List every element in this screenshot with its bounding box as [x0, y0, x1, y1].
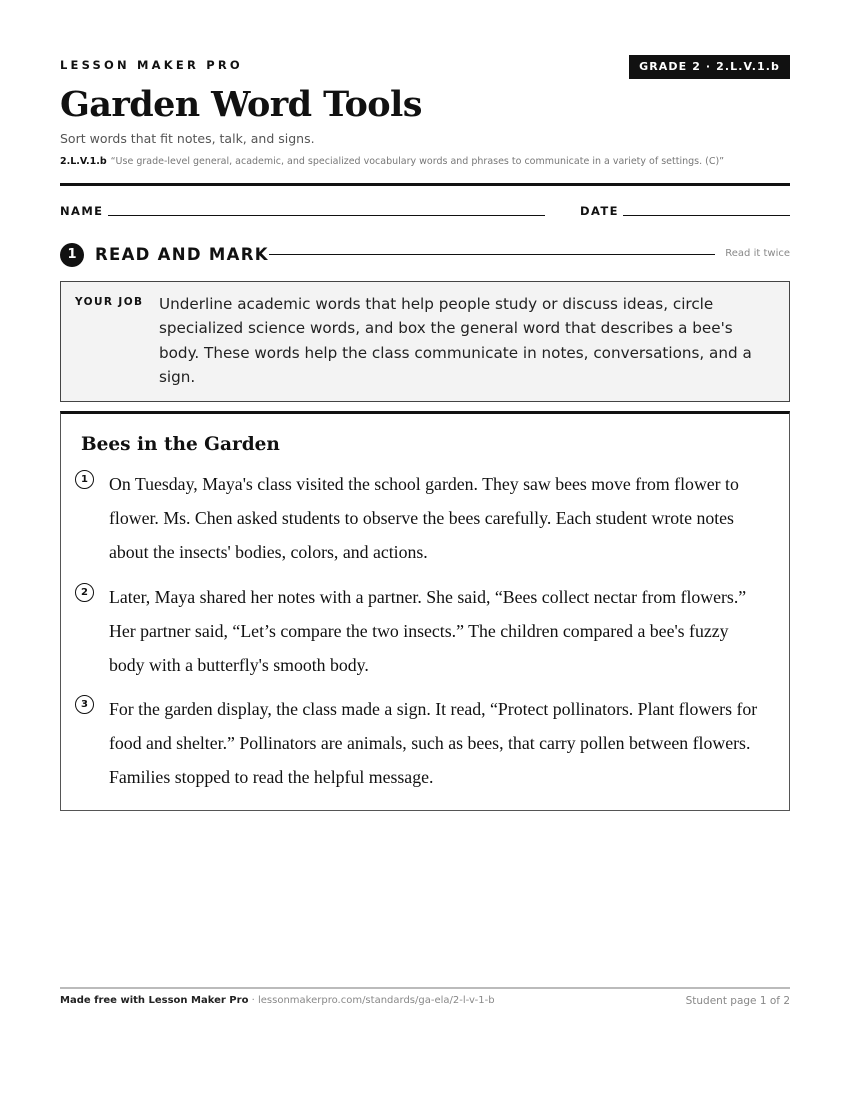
- standard-text: “Use grade-level general, academic, and specialized vocabulary words and phrases to communicate in a variety of settings. (C)”: [110, 156, 725, 167]
- name-label: NAME: [60, 204, 104, 218]
- brand-name: LESSON MAKER PRO: [60, 58, 243, 72]
- grade-badge: GRADE 2 · 2.L.V.1.b: [629, 55, 790, 79]
- standard-line: [60, 156, 724, 167]
- passage-title: Bees in the Garden: [81, 434, 280, 455]
- footer-url[interactable]: · lessonmakerpro.com/standards/ga-ela/2-l-v-1-b: [248, 995, 495, 1006]
- job-instructions-box: [60, 281, 790, 402]
- page-title: Garden Word Tools: [60, 84, 422, 125]
- header-divider: [60, 183, 790, 186]
- footer-divider: [60, 987, 790, 989]
- reading-passage: [60, 411, 790, 811]
- date-field[interactable]: [623, 215, 790, 216]
- date-label: DATE: [580, 204, 619, 218]
- name-field[interactable]: [108, 215, 545, 216]
- section-title: READ AND MARK: [95, 245, 269, 264]
- job-label: YOUR JOB: [75, 296, 144, 308]
- worksheet-page: [60, 0, 790, 1100]
- standard-code: 2.L.V.1.b: [60, 156, 107, 167]
- paragraph-1: [75, 467, 765, 569]
- page-indicator: Student page 1 of 2: [685, 995, 790, 1007]
- paragraph-text[interactable]: Later, Maya shared her notes with a partner. She said, “Bees collect nectar from flowers.” Her partner said, “Let’s compare the two insects.” The children compared a bee's fuzzy body with a butterfly's smooth body.: [109, 587, 747, 675]
- page-subtitle: Sort words that fit notes, talk, and signs.: [60, 131, 315, 146]
- section-hint: Read it twice: [725, 248, 790, 259]
- section-divider: [269, 254, 715, 255]
- paragraph-text[interactable]: For the garden display, the class made a sign. It read, “Protect pollinators. Plant flowers for food and shelter.” Pollinators are animals, such as bees, that carry pollen between flowers. Families stopped to read the helpful message.: [109, 699, 758, 787]
- section-number-badge: 1: [60, 243, 84, 267]
- paragraph-number: 1: [75, 470, 94, 489]
- footer-credit: [60, 995, 495, 1006]
- paragraph-3: [75, 692, 765, 794]
- paragraph-number: 2: [75, 583, 94, 602]
- paragraph-text[interactable]: On Tuesday, Maya's class visited the school garden. They saw bees move from flower to flower. Ms. Chen asked students to observe the bees carefully. Each student wrote notes about the insects' bodies, colors, and actions.: [109, 474, 739, 562]
- paragraph-number: 3: [75, 695, 94, 714]
- job-text: Underline academic words that help people study or discuss ideas, circle specialized science words, and box the general word that describes a bee's body. These words help the class communicate in notes, conversations, and a sign.: [159, 295, 752, 387]
- paragraph-2: [75, 580, 765, 682]
- footer-brand: Made free with Lesson Maker Pro: [60, 995, 249, 1006]
